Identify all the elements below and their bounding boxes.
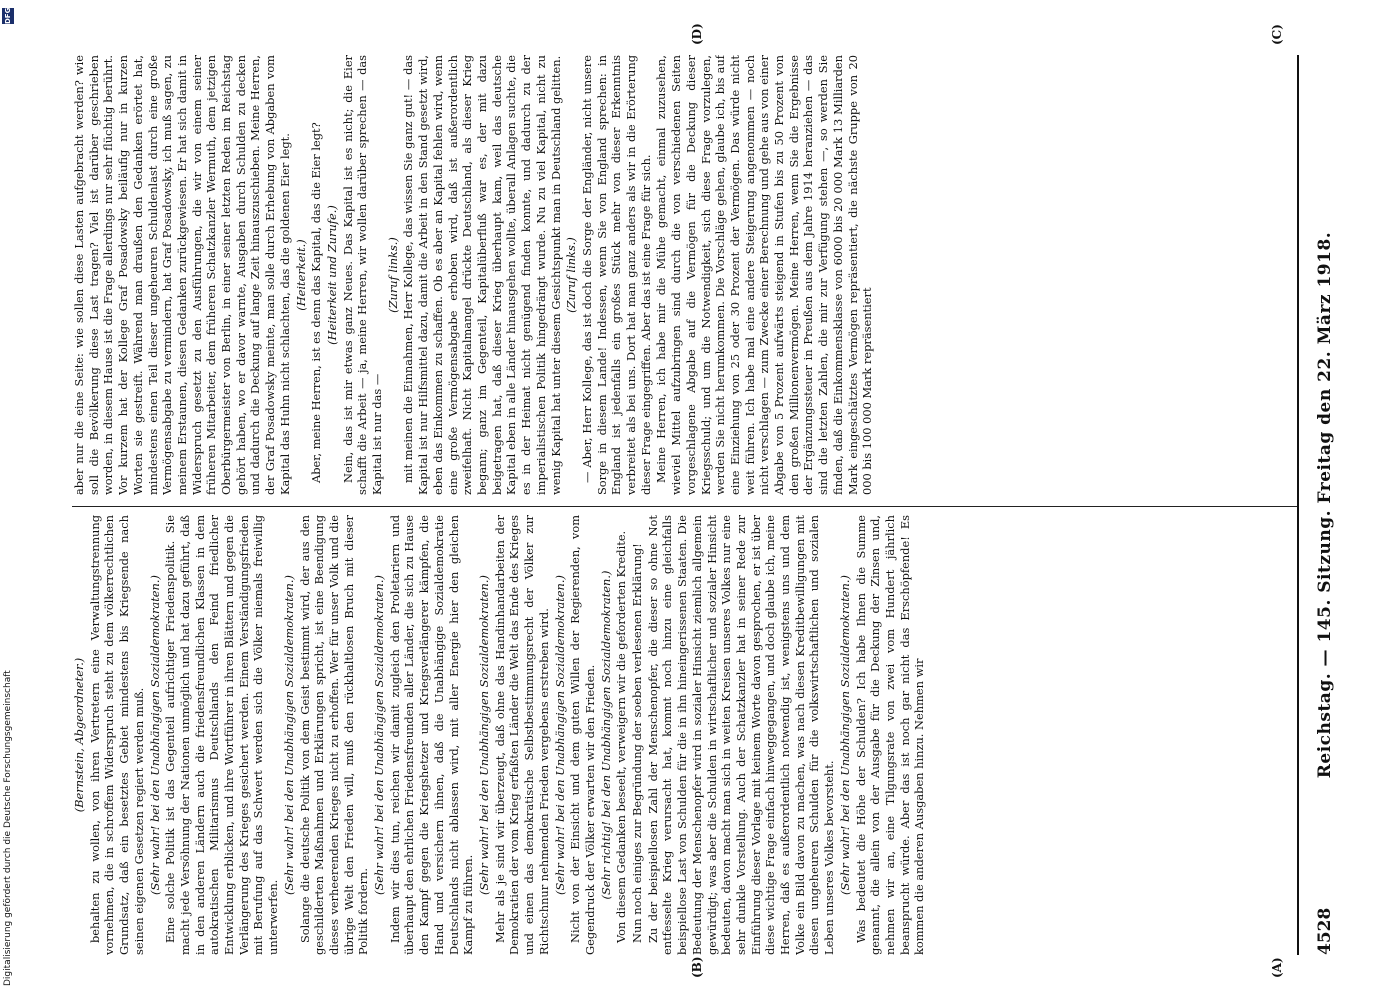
paragraph: Nein, das ist mir etwas ganz Neues. Das Kapital ist es nicht; die Eier schafft die Arbeit — ja, meine Herren, wir wollen darüber sprechen — das Kapital ist nur das — bbox=[340, 55, 385, 495]
paragraph: — Aber, Herr Kollege, das ist doch die Sorge der Engländer, nicht unsere Sorge in diesem Lande! Indessen, wenn Sie von England sprechen: in England ist jedenfalls ein großes Stück mehr von dieser Erkenntnis verbreitet als bei uns. Dort hat man ganz anders als wir in die Erörterung dieser Frage eingegriffen. Aber das ist eine Frage für sich. bbox=[579, 55, 653, 495]
margin-letter-b: (B) bbox=[690, 956, 704, 978]
dfg-logo: DFG bbox=[4, 7, 12, 24]
paragraph: mit meinen die Einnahmen, Herr Kollege, das wissen Sie ganz gut! — das Kapital ist nur Hilfsmittel dazu, damit die Arbeit in den Stand gesetzt wird, eben das Einkommen zu schaffen. Ob es aber an Kapital fehlen wird, wenn eine große Vermögensabgabe erhoben wird, daß ist außerordentlich zweifelhaft. Nicht Kapitalmangel drückte Deutschland, als dieser Krieg begann; ganz im Gegenteil, Kapitalüberfluß war es, der mit dazu beigetragen hat, daß dieser Krieg überhaupt kam, weil das deutsche Kapital eben in alle Länder hinausgehen wollte, überall Anlagen suchte, die es in der Heimat nicht genügend finden konnte, und dadurch zu der imperialistischen Politik hingedrängt wurde. Nu zu viel Kapital, nicht zu wenig Kapital hat unter diesem Gesichtspunkt man in Deutschland gelitten. bbox=[401, 55, 563, 495]
margin-letter-d: (D) bbox=[690, 23, 704, 45]
paragraph: behalten zu wollen, von ihren Vertretern eine Verwaltungstrennung vornehmen, die in schroffem Widerspruch steht zu dem völkerrechtlichen Grundsatz, daß ein besetztes Gebiet mindestens bis Kriegsende nach seinen eigenen Gesetzen regiert werden muß. bbox=[87, 515, 146, 955]
paragraph: (Sehr wahr! bei den Unabhängigen Sozialdemokraten.) bbox=[837, 575, 852, 895]
paragraph: (Bernstein, Abgeordneter.) bbox=[72, 657, 86, 813]
margin-letter-c: (C) bbox=[1270, 24, 1284, 45]
paragraph: (Heiterkeit und Zurufe.) bbox=[324, 205, 339, 345]
column-divider bbox=[72, 506, 1297, 507]
page-number: 4528 bbox=[1315, 907, 1335, 955]
paragraph: Solange die deutsche Politik von dem Geist bestimmt wird, der aus den geschilderten Maßnahmen und Erklärungen spricht, ist eine Beendigung dieses verheerenden Krieges nicht zu erhoffen. Wer für unser Volk und die übrige Welt den Frieden will, muß den rückhaltlosen Bruch mit dieser Politik fordern. bbox=[297, 515, 371, 955]
paragraph: (Heiterkeit.) bbox=[293, 239, 308, 311]
paragraph: (Zuruf links.) bbox=[385, 237, 400, 313]
paragraph: Zu der beispiellosen Zahl der Menschenopfer, die dieser so ohne Not entfesselte Krieg verursacht hat, kommt noch hinzu eine gleichfalls beispiellose Last von Schulden für die in ihn hineingerissenen Staaten. Die Bedeutung der Menschenopfer wird in sozialer Hinsicht ziemlich allgemein gewürdigt; was aber die Schulden in wirtschaftlicher und sozialer Hinsicht bedeuten, davon macht man sich in weiten Kreisen unseres Volkes nur eine sehr dunkle Vorstellung. Auch der Schatzkanzler hat in seiner Rede zur Einführung dieser Vorlage mit keinem Worte davon gesprochen, er ist über diese wichtige Frage einfach hinweggegangen, und doch glaube ich, meine Herren, daß es außerordentlich notwendig ist, wenigstens uns und dem Volke ein Bild davon zu machen, was nach diesen Kreditbewilligungen mit diesen ungeheuren Schulden für die volkswirtschaftlichen und sozialen Leben unseres Volkes bevorsteht. bbox=[645, 515, 837, 955]
paragraph: Von diesem Gedanken beseelt, verweigern wir die geforderten Kredite. bbox=[614, 530, 629, 943]
paragraph: (Sehr wahr! bei den Unabhängigen Sozialdemokraten.) bbox=[372, 575, 387, 895]
paragraph: (Sehr wahr! bei den Unabhängigen Sozialdemokraten.) bbox=[281, 575, 296, 895]
paragraph: Indem wir dies tun, reichen wir damit zugleich den Proletariern und überhaupt den ehrlichen Friedensfreunden aller Länder, die sich zu Hause den Kampf gegen die Kriegshetzer und Kriegsverlängerer kämpfen, die Hand und versichern ihnen, daß die Unabhängige Sozialdemokratie Deutschlands nicht ablassen wird, mit aller Energie hier den gleichen Kampf zu führen. bbox=[387, 515, 476, 955]
left-text-column bbox=[72, 515, 1297, 955]
paragraph: (Sehr wahr! bei den Unabhängigen Sozialdemokraten.) bbox=[147, 575, 162, 895]
header-rule bbox=[1297, 55, 1299, 955]
paragraph: (Zuruf links.) bbox=[564, 237, 579, 313]
page-title: Reichstag. — 145. Sitzung. Freitag den 22. März 1918. bbox=[1315, 231, 1335, 779]
paragraph: Nun noch einiges zur Begründung der soeben verlesenen Erklärung! bbox=[630, 543, 645, 943]
paragraph: Aber, meine Herren, ist es denn das Kapital, das die Eier legt? bbox=[309, 122, 324, 483]
footer-text: Digitalisierung gefördert durch die Deutsche Forschungsgemeinschaft bbox=[3, 670, 13, 986]
footer-credit bbox=[0, 0, 18, 986]
paragraph: Mehr als je sind wir überzeugt, daß ohne das Handinhandarbeiten der Demokratien der vom Krieg erfaßten Länder die Welt das Ende des Krieges und einen das demokratische Selbstbestimmungsrecht der Völker zur Richtschnur nehmenden Frieden vergebens erstreben wird. bbox=[492, 515, 551, 955]
right-text-column bbox=[72, 55, 1297, 495]
paragraph: Eine solche Politik ist das Gegenteil aufrichtiger Friedenspolitik. Sie macht jede Versöhnung der Nationen unmöglich und hat dazu geführt, daß in den anderen Ländern auch die friedensfreundlichen Klassen in dem autokratischen Militarismus Deutschlands den Feind friedlicher Entwicklung erblicken, und ihre Wortführer in ihren Blättern und gegen die Verlängerung des Krieges gesichert werden. Einem Verständigungsfrieden mit Berufung auf das Schwert werden sich die Völker niemals freiwillig unterwerfen. bbox=[163, 515, 281, 955]
paragraph: Was bedeutet die Höhe der Schulden? Ich habe Ihnen die Summe genannt, die allein von der Ausgabe für die Deckung der Zinsen und, nehmen wir an, eine Tilgungsrate von zwei vom Hundert jährlich beansprucht würde. Aber das ist noch gar nicht das Erschöpfende! Es kommen die anderen Ausgaben hinzu. Nehmen wir bbox=[853, 515, 927, 955]
page-header bbox=[1305, 55, 1349, 955]
paragraph: Nicht von der Einsicht und dem guten Willen der Regierenden, vom Gegendruck der Völker erwarten wir den Frieden. bbox=[568, 515, 597, 955]
paragraph: (Sehr richtig! bei den Unabhängigen Sozialdemokraten.) bbox=[598, 570, 613, 900]
paragraph: (Sehr wahr! bei den Unabhängigen Sozialdemokraten.) bbox=[476, 575, 491, 895]
paragraph: aber nur die eine Seite: wie sollen diese Lasten aufgebracht werden? wie soll die Bevölkerung diese Last tragen? Viel ist darüber geschrieben worden, in diesem Hause ist die Frage allerdings nur sehr flüchtig berührt. Vor kurzem hat der Kollege Graf Posadowsky beiläufig nur in kurzen Worten sie gestreift. Während man draußen den Gedanken erörtet hat, mindestens einen Teil dieser ungeheuren Schuldenlast durch eine große Vermögensabgabe zu vermindern, hat Graf Posadowsky, ich muß sagen, zu meinem Erstaunen, diesen Gedanken zurückgewiesen. Er hat sich damit in Widerspruch gesetzt zu den Ausführungen, die wir von einem seiner früheren Mitarbeiter, dem früheren Schatzkanzler Wermuth, dem jetzigen Oberbürgermeister von Berlin, in einer seiner letzten Reden im Reichstag gehört haben, wo er davor warnte, Ausgaben durch Schulden zu decken und dadurch die Deckung auf lange Zeit hinauszuschieben. Meine Herren, der Graf Posadowsky meinte, man solle durch Erhebung von Abgaben vom Kapital das Huhn nicht schlachten, das die goldenen Eier legt. bbox=[72, 55, 292, 495]
margin-letter-a: (A) bbox=[1270, 957, 1284, 978]
paragraph: (Sehr wahr! bei den Unabhängigen Sozialdemokraten.) bbox=[552, 575, 567, 895]
paragraph: Meine Herren, ich habe mir die Mühe gemacht, einmal zuzusehen, wieviel Mittel aufzubringen sind durch die von verschiedenen Seiten vorgeschlagene Abgabe auf die Vermögen für die Deckung dieser Kriegsschuld; und um die Notwendigkeit, sich diese Frage vorzulegen, werden Sie nicht herumkommen. Die Vorschläge gehen, glaube ich, bis auf eine Einziehung von 25 oder 30 Prozent der Vermögen. Das würde nicht weit führen. Ich habe mal eine andere Steigerung angenommen — noch nicht verschlagen — zum Zwecke einer Berechnung und gehe aus von einer Abgabe von 5 Prozent aufwärts steigend in Stufen bis zu 50 Prozent von den großen Millionenvermögen. Meine Herren, wenn Sie die Ergebnisse der Ergänzungssteuer in Preußen aus dem Jahre 1914 heranziehen — das sind die letzten Zahlen, die mir zur Verfügung stehen —, so werden Sie finden, daß die Einkommensklasse von 6000 bis 20 000 Mark 13 Milliarden Mark eingeschätztes Vermögen repräsentiert, die nächste Gruppe von 20 000 bis 100 000 Mark repräsentiert bbox=[654, 55, 875, 495]
